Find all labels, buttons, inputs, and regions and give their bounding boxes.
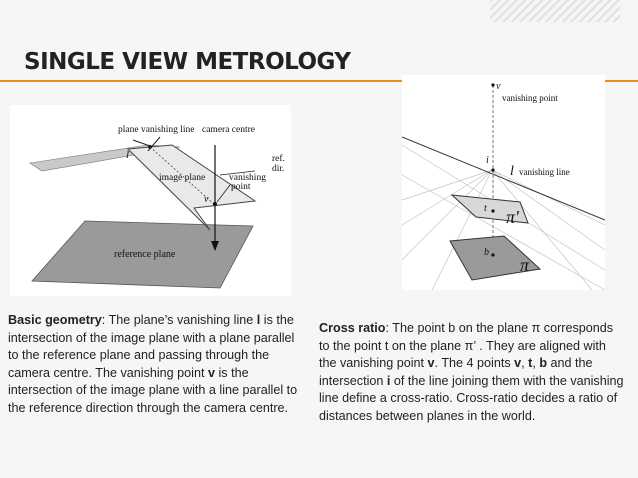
caption-left-text-3: is the intersection of the image plane with a line parallel to the reference direction through the camera centre. [8,365,298,415]
vanishing-point-v [213,202,217,206]
caption-left-text-1: : The plane’s vanishing line [101,313,257,327]
caption-right-t: t [528,356,533,370]
label-l: l [510,164,514,179]
caption-right-text-4: of the line joining them with the vanishing line define a cross-ratio. Cross-ratio decides a ratio of distances between planes in the world. [319,373,624,423]
label-ref: ref. [272,154,285,164]
label-v: v [496,81,501,92]
caption-right-text-1: : The point b on the plane π corresponds to the point t on the plane π’ . They are aligned with the vanishing point [319,321,614,370]
caption-right-b: b [539,356,548,370]
label-pi: π [520,255,530,275]
slide-title: SINGLE VIEW METROLOGY [24,49,351,75]
label-vanishing-1: vanishing [229,173,266,183]
label-image-plane: image plane [159,173,206,183]
label-dir: dir. [272,164,285,174]
label-v: v [204,194,209,205]
caption-right-i: i [386,373,391,388]
label-vanishing-2: point [231,182,251,192]
label-reference-plane: reference plane [114,249,176,260]
point-i [491,168,494,171]
caption-left-heading: Basic geometry [8,313,102,327]
point-v [491,83,494,86]
caption-right-heading: Cross ratio [319,321,386,335]
label-vanishing-line: vanishing line [519,167,570,177]
label-vanishing-point: vanishing point [502,93,558,103]
decorative-stripes [490,0,620,22]
cross-ratio-diagram [402,75,605,290]
caption-left-v: v [207,365,215,380]
caption-left-text-2: is the intersection of the image plane with a plane parallel to the reference plane and passing through the camera centre. The vanishing point [8,313,295,380]
label-t: t [484,203,487,214]
caption-right-sep-1: , [521,356,529,370]
caption-right-text-3: and the intersection [319,356,593,388]
label-b: b [484,247,489,258]
label-camera-centre: camera centre [202,125,255,135]
label-i: i [486,155,489,166]
label-pi-prime: π' [506,207,519,227]
basic-geometry-figure [10,105,291,296]
caption-right-sep-2: , [532,356,540,370]
point-t [491,209,494,212]
vanishing-line-leader [133,140,150,146]
basic-geometry-diagram [10,105,291,296]
basic-geometry-caption [8,312,308,417]
cross-ratio-caption [319,320,624,425]
label-l: l [126,149,130,161]
cross-ratio-figure [402,75,605,290]
label-plane-vanishing-line: plane vanishing line [118,125,195,135]
caption-left-l: l [256,313,261,327]
caption-right-text-2: . The 4 points [434,356,515,370]
caption-right-v1: v [427,356,435,370]
point-b [491,253,494,256]
caption-right-v2: v [514,356,522,370]
